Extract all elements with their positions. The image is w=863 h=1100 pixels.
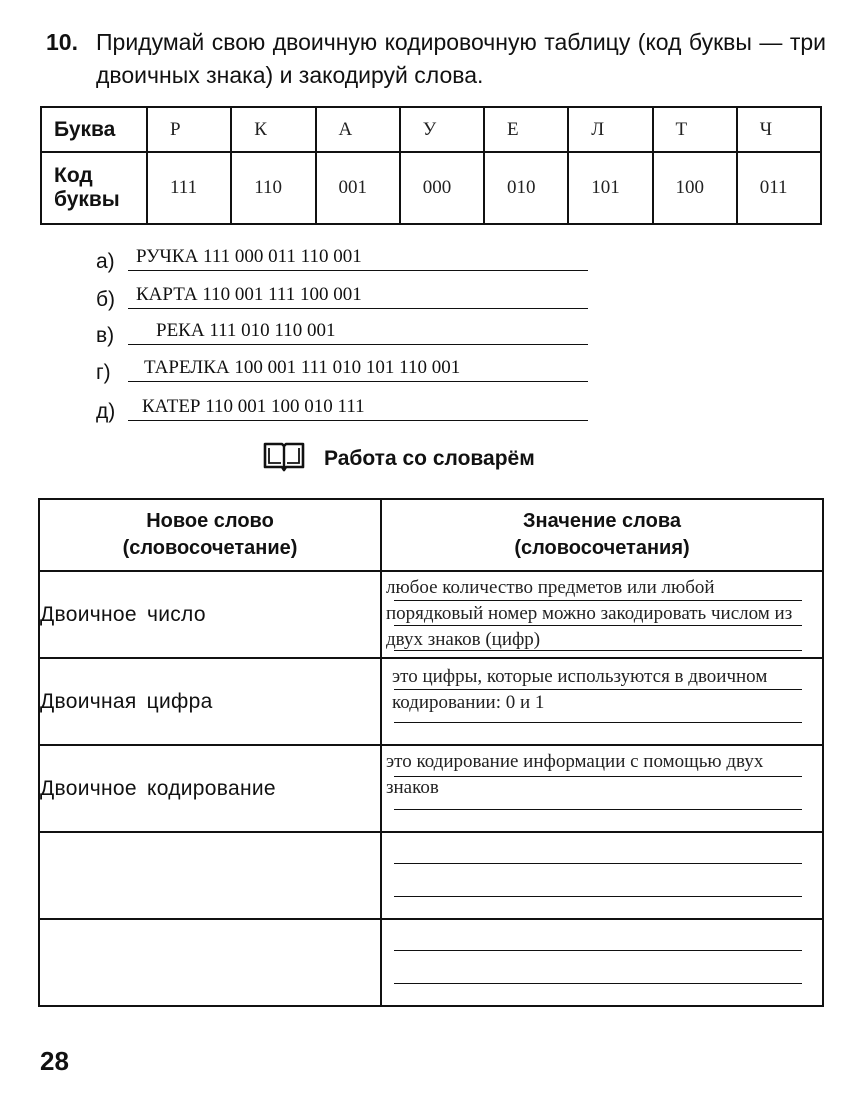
letter-cell: Ч [737,107,821,152]
code-cell[interactable]: 111 [147,152,231,224]
dictionary-header-row [39,499,823,571]
meaning-cell[interactable] [381,571,823,658]
answer-label: д) [96,400,116,423]
code-cell[interactable]: 100 [653,152,737,224]
code-header: Код буквы [41,152,147,224]
write-line [128,344,588,345]
letters-row [41,107,821,152]
meaning-cell[interactable] [381,832,823,919]
term-cell: Двоичная цифра [39,658,381,745]
answer-label: г) [96,361,111,384]
answer-label: в) [96,324,115,347]
table-row [39,832,823,919]
dictionary-title: Работа со словарём [324,447,535,470]
write-line [128,270,588,271]
letter-cell: К [231,107,315,152]
term-cell: Двоичное кодирование [39,745,381,832]
answer-line-v[interactable] [96,314,588,348]
answer-line-b[interactable] [96,278,588,312]
letter-cell: Л [568,107,652,152]
col-header-word [39,499,381,571]
code-cell[interactable]: 101 [568,152,652,224]
letter-cell: Р [147,107,231,152]
meaning-text: это цифры, которые используются в двоичном кодировании: 0 и 1 [392,666,768,713]
meaning-cell[interactable] [381,745,823,832]
task-number: 10. [46,29,78,55]
answer-label: а) [96,250,115,273]
answer-text: РУЧКА 111 000 011 110 001 [136,246,362,267]
term-cell[interactable] [39,832,381,919]
answer-text: КАТЕР 110 001 100 010 111 [142,396,365,417]
code-cell[interactable]: 011 [737,152,821,224]
table-row [39,658,823,745]
letter-cell: Е [484,107,568,152]
write-line [394,950,802,951]
answer-text: КАРТА 110 001 111 100 001 [136,284,362,305]
meaning-cell[interactable] [381,658,823,745]
table-row [39,745,823,832]
code-cell[interactable]: 000 [400,152,484,224]
code-cell[interactable]: 001 [316,152,400,224]
book-icon [262,440,306,472]
dictionary-table [38,498,824,1007]
answer-line-g[interactable] [96,351,588,385]
write-line [394,896,802,897]
table-row [39,919,823,1006]
letter-cell: У [400,107,484,152]
letter-cell: Т [653,107,737,152]
write-line [394,863,802,864]
codes-row [41,152,821,224]
write-line [128,420,588,421]
write-line [128,308,588,309]
page-number: 28 [40,1046,69,1076]
answer-text: РЕКА 111 010 110 001 [156,320,336,341]
answer-text: ТАРЕЛКА 100 001 111 010 101 110 001 [144,357,461,378]
write-line [394,809,802,810]
term-cell[interactable] [39,919,381,1006]
code-cell[interactable]: 010 [484,152,568,224]
letter-header: Буква [41,107,147,152]
meaning-text: любое количество предметов или любой порядковый номер можно закодировать числом из двух знаков (цифр) [386,577,793,650]
col-header-meaning-text: Значение слова (словосочетания) [514,510,690,559]
meaning-cell[interactable] [381,919,823,1006]
code-cell[interactable]: 110 [231,152,315,224]
col-header-meaning [381,499,823,571]
col-header-word-text: Новое слово (словосочетание) [122,510,298,559]
write-line [394,983,802,984]
table-row [39,571,823,658]
term-cell: Двоичное число [39,571,381,658]
task-text: Придумай свою двоичную кодировочную таблицу (код буквы — три двоичных знака) и закодируй слова. [96,29,826,88]
answer-line-d[interactable] [96,390,588,424]
letter-cell: А [316,107,400,152]
answer-label: б) [96,288,116,311]
code-table [40,106,822,225]
meaning-text: это кодирование информации с помощью двух знаков [386,751,764,798]
write-line [394,722,802,723]
answer-line-a[interactable] [96,240,588,274]
write-line [128,381,588,382]
